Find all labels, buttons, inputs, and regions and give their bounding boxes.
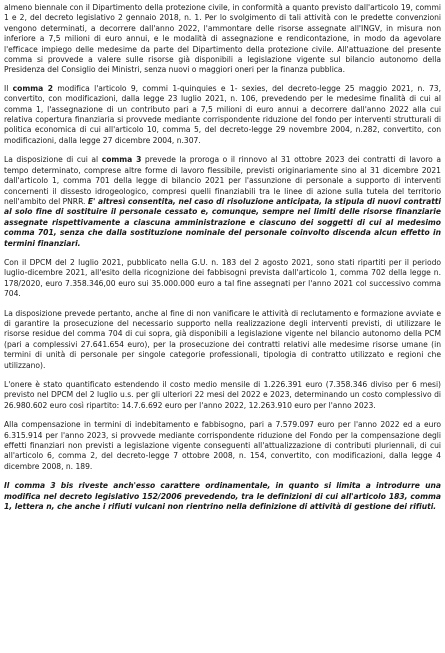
paragraph-text: modifica l'articolo 9, commi 1-quinquies e 1- sexies, del decreto-legge 25 maggio 2021, n. 73, convertito, con modificazioni, dalla legge 23 luglio 2021, n. 106, prevedendo per le medesime finalità di cui al comma 1, l'assegnazione di un contributo pari a 7,5 milioni di euro annui a decorrere dall'anno 2022 alla cui relativa copertura finanziaria si provvede mediante corrispondente riduzione del fondo per interventi strutturali di politica economica di cui all'articolo 10, comma 5, del decreto-legge 29 novembre 2004, n.282, convertito, con modificazioni, dalla legge 27 dicembre 2004, n.307. [4, 83, 441, 145]
paragraph-compensazione: Alla compensazione in termini di indebitamento e fabbisogno, pari a 7.579.097 euro per l'anno 2022 ed a euro 6.315.914 per l'anno 2023, si provvede mediante corrispondente riduzione del Fondo per la compensazione degli effetti finanziari non previsti a legislazione vigente conseguenti all'attualizzazione di contributi pluriennali, di cui all'articolo 6, comma 2, del decreto-legge 7 ottobre 2008, n. 154, convertito, con modificazioni, dalla legge 4 dicembre 2008, n. 189. [4, 420, 441, 471]
comma-3-label: comma 3 [101, 155, 142, 165]
paragraph-comma-2 [4, 84, 441, 146]
paragraph-dpcm: Con il DPCM del 2 luglio 2021, pubblicato nella G.U. n. 183 del 2 agosto 2021, sono stati ripartiti per il periodo luglio-dicembre 2021, all'esito della ricognizione dei fabbisogni prevista dall'articolo 1, comma 702 della legge n. 178/2020, euro 7.358.346,00 euro sui 35.000.000 euro a tal fine assegnati per l'anno 2021 col successivo comma 704. [4, 257, 441, 299]
paragraph-disposizione: La disposizione prevede pertanto, anche al fine di non vanificare le attività di reclutamento e formazione avviate e di garantire la prosecuzione del necessario supporto nella realizzazione degli interventi previsti, di utilizzare le risorse residue del comma 704 di cui sopra, già disponibili a legislazione vigente nel bilancio autonomo della PCM (pari a complessivi 27.641.654 euro), per la prosecuzione dei contratti relativi alle medesime risorse umane (in termini di unità di personale per singole categorie professionali, tipologia di contratto utilizzato e regioni che utilizzano). [4, 308, 441, 370]
paragraph-comma-3-bis: Il comma 3 bis riveste anch'esso carattere ordinamentale, in quanto si limita a introdurre una modifica nel decreto legislativo 152/2006 prevedendo, tra le definizioni di cui all'articolo 183, comma 1, lettera n, che anche i rifiuti vulcani non rientrino nella definizione di attività di gestione dei rifiuti. [4, 481, 441, 512]
comma-2-label: comma 2 [12, 83, 54, 93]
emphasis-text: E' altresì consentita, nel caso di risoluzione anticipata, la stipula di nuovi contratti al solo fine di sostituire il personale cessato e, comunque, sempre nei limiti delle risorse finanziarie assegnate rispettivamente a ciascuna amministrazione e ciascuno dei soggetti di cui al medesimo comma 701, senza che dalla sostituzione nominale del personale coinvolto discenda alcun effetto in termini finanziari. [4, 196, 441, 248]
paragraph-ingv-convenzioni: almeno biennale con il Dipartimento della protezione civile, in conformità a quanto previsto dall'articolo 19, commi 1 e 2, del decreto legislativo 2 gennaio 2018, n. 1. Per lo svolgimento di tali attività con le predette convenzioni vengono determinati, a decorrere dall'anno 2022, l'ammontare delle risorse assegnate all'INGV, in misura non inferiore a 7,5 milioni di euro annui, e le modalità di assegnazione e rendicontazione, in modo da agevolare l'efficace impiego delle medesime da parte del Dipartimento della protezione civile. All'attuazione del presente comma si provvede a valere sulle risorse già disponibili a legislazione vigente sul bilancio autonomo della Presidenza del Consiglio dei Ministri, senza nuovi o maggiori oneri per la finanza pubblica. [4, 3, 441, 75]
paragraph-text: La disposizione di cui al [4, 155, 102, 165]
paragraph-text: Il [4, 83, 13, 93]
paragraph-text: prevede la proroga o il rinnovo al 31 ottobre 2023 dei contratti di lavoro a tempo determinato, comprese altre forme di lavoro flessibile, previsti originariamente sino al 31 dicembre 2021 dall'articolo 1, comma 701 della legge di bilancio 2021 per l'assunzione di personale a supporto di interventi concernenti il dissesto idrogeologico, compresi quelli finanziabili tra le linee di azione sulla tutela del territorio nell'ambito del PNRR. [4, 155, 441, 206]
paragraph-onere: L'onere è stato quantificato estendendo il costo medio mensile di 1.226.391 euro (7.358.346 diviso per 6 mesi) previsto nel DPCM del 2 luglio u.s. per gli ulteriori 22 mesi del 2022 e 2023, determinando un costo complessivo di 26.980.602 euro così ripartito: 14.7.6.692 euro per l'anno 2022, 12.263.910 euro per l'anno 2023. [4, 380, 441, 410]
paragraph-comma-3 [4, 155, 441, 249]
